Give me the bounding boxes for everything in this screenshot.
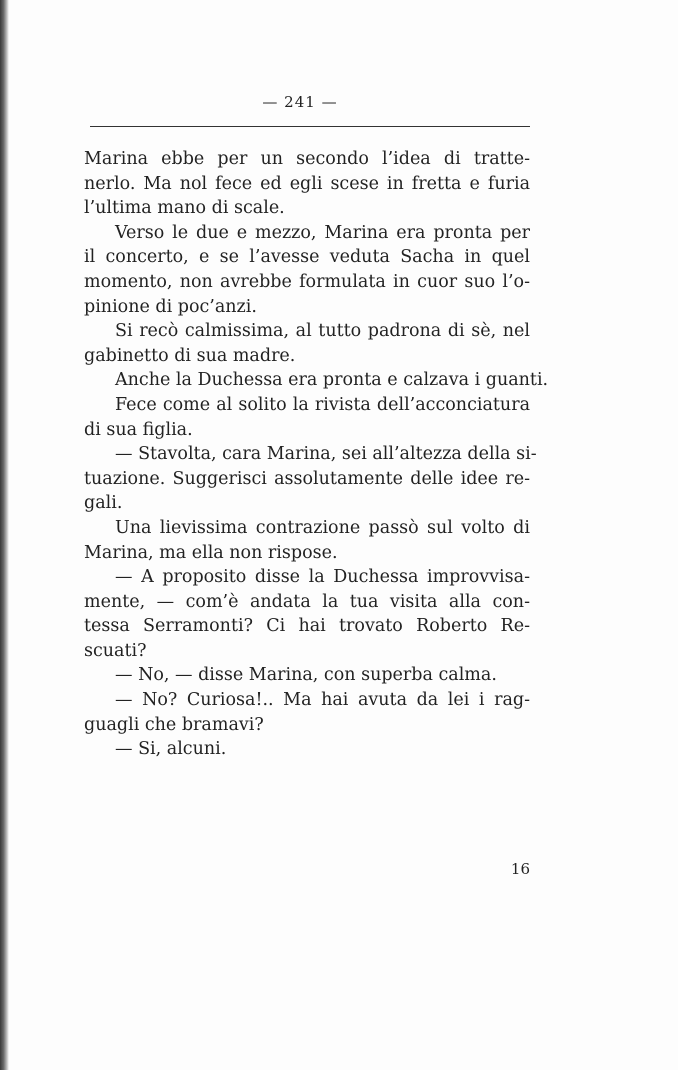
header-rule xyxy=(90,126,530,127)
text-line: Una lievissima contrazione passò sul volto di xyxy=(115,517,530,538)
text-line: Fece come al solito la rivista dell’acconciatura xyxy=(115,394,530,415)
text-line: momento, non avrebbe formulata in cuor suo l’o- xyxy=(84,271,530,292)
text-line: tuazione. Suggerisci assolutamente delle idee re- xyxy=(84,468,530,489)
text-line: scuati? xyxy=(84,640,147,661)
text-line: Anche la Duchessa era pronta e calzava i guanti. xyxy=(115,370,549,391)
text-line: — Stavolta, cara Marina, sei all’altezza della si- xyxy=(115,444,537,465)
text-line: pinione di poc’anzi. xyxy=(84,296,257,317)
text-line: Si recò calmissima, al tutto padrona di sè, nel xyxy=(115,321,530,342)
text-line: guagli che bramavi? xyxy=(84,714,264,735)
text-line: di sua figlia. xyxy=(84,419,193,440)
text-line: Marina, ma ella non rispose. xyxy=(84,542,338,563)
body-text xyxy=(84,147,549,762)
page-binding-edge xyxy=(0,0,9,1070)
text-line: gabinetto di sua madre. xyxy=(84,345,296,366)
text-line: — Si, alcuni. xyxy=(115,739,227,760)
page-number-header: — 241 — xyxy=(262,93,338,111)
text-line: mente, — com’è andata la tua visita alla con- xyxy=(84,591,530,612)
text-line: il concerto, e se l’avesse veduta Sacha in quel xyxy=(84,247,530,268)
text-line: Marina ebbe per un secondo l’idea di tratte- xyxy=(84,149,530,169)
text-line: tessa Serramonti? Ci hai trovato Roberto Re- xyxy=(84,616,530,637)
text-line: — No, — disse Marina, con superba calma. xyxy=(115,665,497,686)
text-line: — A proposito disse la Duchessa improvvisa- xyxy=(115,567,530,588)
text-line: gali. xyxy=(84,493,123,514)
text-line: — No? Curiosa!.. Ma hai avuta da lei i rag- xyxy=(115,690,530,711)
text-line: l’ultima mano di scale. xyxy=(84,198,285,219)
text-line: nerlo. Ma nol fece ed egli scese in fretta e furia xyxy=(84,173,530,194)
text-line: Verso le due e mezzo, Marina era pronta per xyxy=(115,222,530,243)
signature-mark: 16 xyxy=(510,860,530,878)
